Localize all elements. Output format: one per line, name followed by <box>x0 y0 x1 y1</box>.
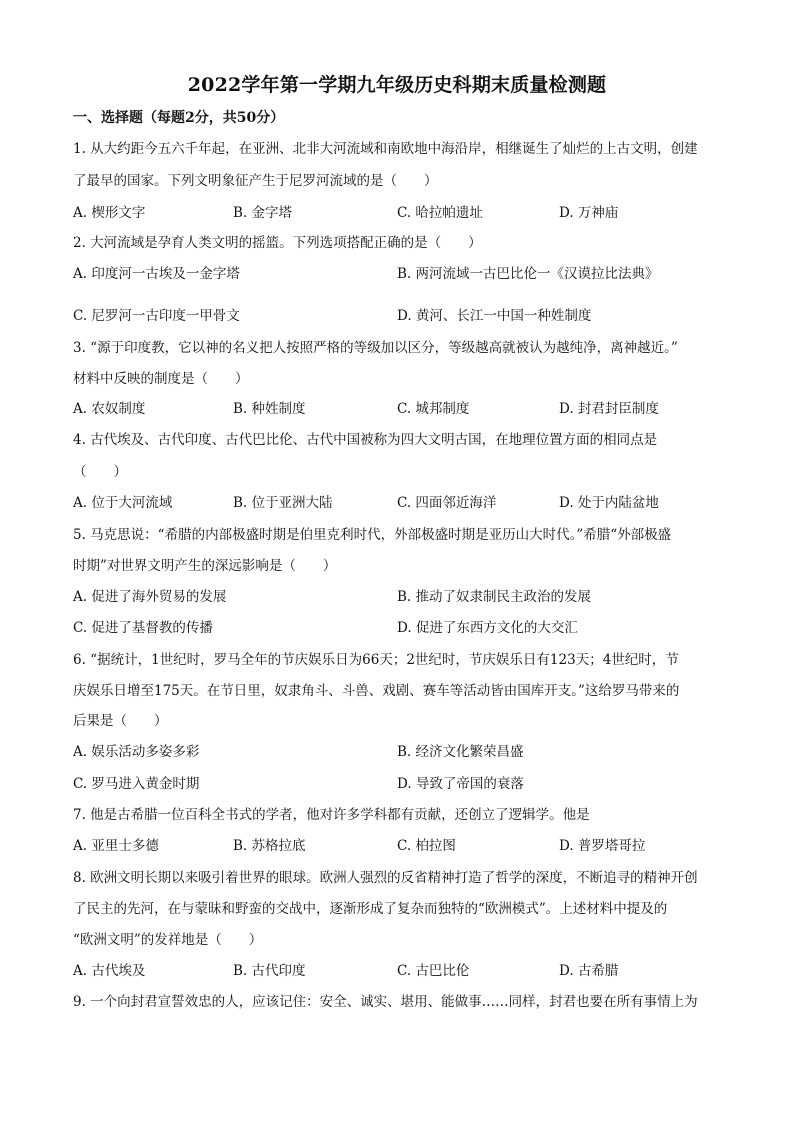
q8-line-3: “欧洲文明”的发祥地是（ ） <box>73 932 263 948</box>
q6-option-c: C. 罗马进入黄金时期 <box>73 776 200 792</box>
q8-line-1: 8. 欧洲文明长期以来吸引着世界的眼球。欧洲人强烈的反省精神打造了哲学的深度，不断追寻的精神开创 <box>73 870 698 886</box>
page-title: 2022学年第一学期九年级历史科期末质量检测题 <box>187 74 607 96</box>
q3-option-d: D. 封君封臣制度 <box>559 401 659 417</box>
q5-option-a: A. 促进了海外贸易的发展 <box>73 589 227 605</box>
q5-option-c: C. 促进了基督教的传播 <box>73 620 213 636</box>
q5-option-d: D. 促进了东西方文化的大交汇 <box>397 620 578 636</box>
q8-option-b: B. 古代印度 <box>233 963 306 979</box>
q6-option-b: B. 经济文化繁荣昌盛 <box>397 744 524 760</box>
q6-option-a: A. 娱乐活动多姿多彩 <box>73 744 200 760</box>
q6-line-3: 后果是（ ） <box>73 713 168 729</box>
q1-line-1: 1. 从大约距今五六千年起，在亚洲、北非大河流域和南欧地中海沿岸，相继诞生了灿烂的上古文明，创建 <box>73 141 698 157</box>
q3-option-c: C. 城邦制度 <box>397 401 470 417</box>
q4-option-a: A. 位于大河流域 <box>73 495 173 511</box>
q7-line-1: 7. 他是古希腊一位百科全书式的学者，他对许多学科都有贡献，还创立了逻辑学。他是 <box>73 807 590 823</box>
q3-option-a: A. 农奴制度 <box>73 401 146 417</box>
q6-line-2: 庆娱乐日增至175天。在节日里，奴隶角斗、斗兽、戏剧、赛车等活动皆由国库开支。”这给罗马带来的 <box>73 683 680 699</box>
q5-option-b: B. 推动了奴隶制民主政治的发展 <box>397 589 592 605</box>
q2-option-a: A. 印度河一古埃及一金字塔 <box>73 266 240 282</box>
q2-option-c: C. 尼罗河一古印度一甲骨文 <box>73 308 240 324</box>
q6-option-d: D. 导致了帝国的衰落 <box>397 776 524 792</box>
q4-option-c: C. 四面邻近海洋 <box>397 495 497 511</box>
q7-option-a: A. 亚里士多德 <box>73 838 159 854</box>
q4-option-d: D. 处于内陆盆地 <box>559 495 659 511</box>
q5-line-1: 5. 马克思说：“希腊的内部极盛时期是伯里克利时代，外部极盛时期是亚历山大时代。”希腊“外部极盛 <box>73 527 672 543</box>
q8-option-a: A. 古代埃及 <box>73 963 146 979</box>
q4-line-1: 4. 古代埃及、古代印度、古代巴比伦、古代中国被称为四大文明古国，在地理位置方面的相同点是 <box>73 432 658 448</box>
q6-line-1: 6. “据统计，1世纪时，罗马全年的节庆娱乐日为66天；2世纪时，节庆娱乐日有123天；4世纪时，节 <box>73 652 679 668</box>
q7-option-d: D. 普罗塔哥拉 <box>559 838 646 854</box>
q2-option-d: D. 黄河、长江一中国一种姓制度 <box>397 308 592 324</box>
q2-option-b: B. 两河流域一古巴比伦一《汉谟拉比法典》 <box>397 266 659 282</box>
q1-option-b: B. 金字塔 <box>233 205 293 221</box>
q3-line-2: 材料中反映的制度是（ ） <box>73 371 249 387</box>
q7-option-c: C. 柏拉图 <box>397 838 456 854</box>
q5-line-2: 时期”对世界文明产生的深远影响是（ ） <box>73 558 337 574</box>
q9-line-1: 9. 一个向封君宣誓效忠的人，应该记住：安全、诚实、堪用、能做事……同样，封君也要在所有事情上为 <box>73 994 698 1010</box>
q1-option-c: C. 哈拉帕遗址 <box>397 205 483 221</box>
q7-option-b: B. 苏格拉底 <box>233 838 306 854</box>
q4-option-b: B. 位于亚洲大陆 <box>233 495 333 511</box>
q8-line-2: 了民主的先河，在与蒙昧和野蛮的交战中，逐渐形成了复杂而独特的“欧洲模式”。上述材料中提及的 <box>73 901 668 917</box>
q3-option-b: B. 种姓制度 <box>233 401 306 417</box>
q8-option-c: C. 古巴比伦 <box>397 963 470 979</box>
q2-line-1: 2. 大河流域是孕育人类文明的摇篮。下列选项搭配正确的是（ ） <box>73 235 482 251</box>
q3-line-1: 3. “源于印度教，它以神的名义把人按照严格的等级加以区分，等级越高就被认为越纯净，离神越近。” <box>73 340 678 356</box>
q1-line-2: 了最早的国家。下列文明象征产生于尼罗河流域的是（ ） <box>73 173 438 189</box>
q1-option-a: A. 楔形文字 <box>73 205 146 221</box>
q4-line-2: （ ） <box>73 464 127 480</box>
section-heading: 一、选择题（每题2分，共50分） <box>73 110 285 126</box>
q1-option-d: D. 万神庙 <box>559 205 619 221</box>
q8-option-d: D. 古希腊 <box>559 963 619 979</box>
